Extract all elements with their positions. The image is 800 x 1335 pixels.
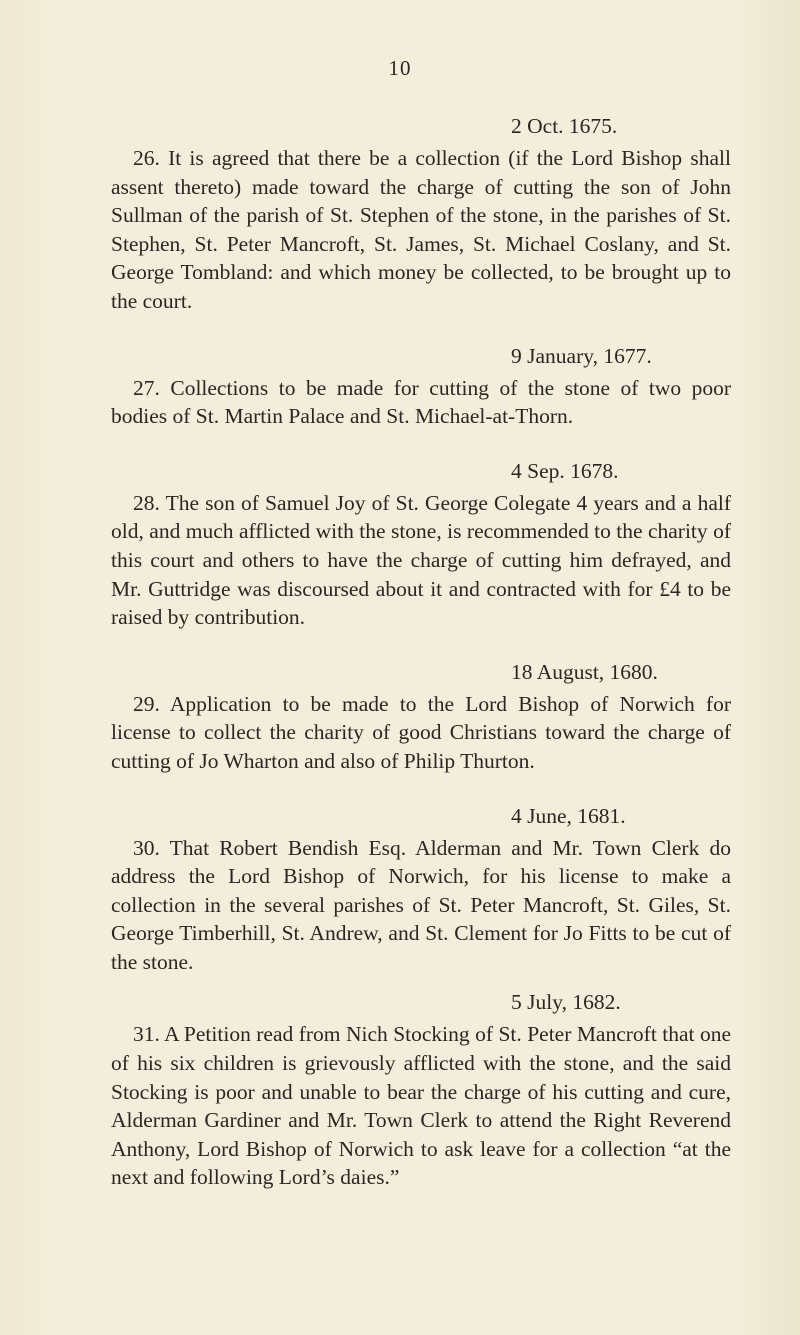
entry-28 [111, 457, 731, 632]
entries-list [111, 112, 731, 1218]
entry-text: 27. Collections to be made for cutting of the stone of two poor bodies of St. Martin Palace and St. Michael-at-Thorn. [111, 375, 731, 429]
entry-date: 2 Oct. 1675. [511, 114, 618, 138]
entry-date: 9 January, 1677. [511, 343, 652, 368]
page-number: 10 [388, 56, 412, 80]
entry-text: 30. That Robert Bendish Esq. Alderman and Mr. Town Clerk do address the Lord Bishop of Norwich, for his license to make a collection in the several parishes of St. Peter Mancroft, St. Giles, St. George Timberhill, St. Andrew, and St. Clement for Jo Fitts to be cut of the stone. [111, 835, 731, 974]
entry-text: 26. It is agreed that there be a collection (if the Lord Bishop shall assent thereto) made toward the charge of cutting the son of John Sullman of the parish of St. Stephen of the stone, in the parishes of St. Stephen, St. Peter Mancroft, St. James, St. Michael Coslany, and St. George Tombland: and which money be collected, to be brought up to the court. [111, 146, 731, 313]
entry-29 [111, 658, 731, 776]
entry-date: 5 July, 1682. [511, 990, 621, 1015]
entry-date: 18 August, 1680. [511, 659, 658, 684]
entry-30 [111, 802, 731, 977]
entry-date: 4 June, 1681. [511, 803, 626, 828]
entry-text: 29. Application to be made to the Lord Bishop of Norwich for license to collect the charity of good Christians toward the charge of cutting of Jo Wharton and also of Philip Thurton. [111, 691, 731, 773]
entry-26 [111, 112, 731, 316]
entry-text: 28. The son of Samuel Joy of St. George Colegate 4 years and a half old, and much afflicted with the stone, is recommended to the charity of this court and others to have the charge of cutting him defrayed, and Mr. Guttridge was discoursed about it and contracted with for £4 to be raised by contribution. [111, 490, 731, 630]
entry-text: 31. A Petition read from Nich Stocking of St. Peter Mancroft that one of his six children is grievously afflicted with the stone, and the said Stocking is poor and unable to bear the charge of his cutting and cure, Alderman Gardiner and Mr. Town Clerk to attend the Right Reverend Anthony, Lord Bishop of Norwich to ask leave for a collection “at the next and following Lord’s daies.” [111, 1022, 731, 1190]
entry-date: 4 Sep. 1678. [511, 458, 619, 483]
entry-31 [111, 988, 731, 1192]
entry-27 [111, 342, 731, 431]
